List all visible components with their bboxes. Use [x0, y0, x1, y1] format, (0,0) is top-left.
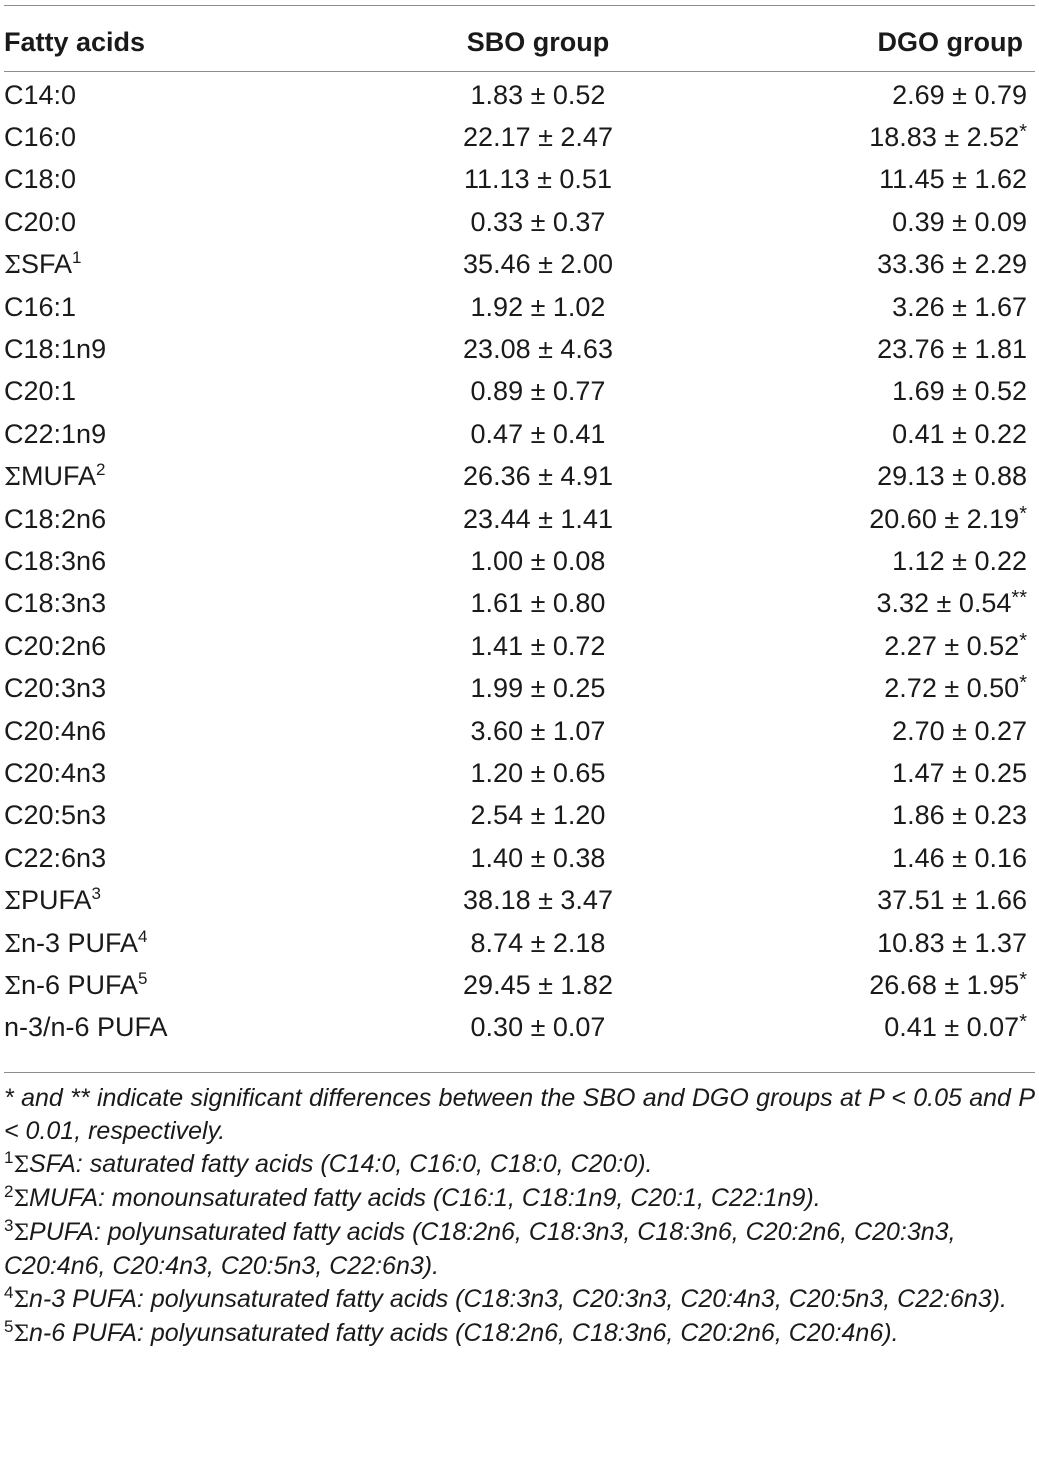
- significance-marker: **: [1011, 587, 1027, 610]
- fatty-acid-name: C20:1: [4, 376, 77, 407]
- table-row: [4, 540, 1035, 582]
- dgo-value-cell: [714, 752, 1035, 794]
- fatty-acid-name: n-3/n-6 PUFA: [4, 1012, 168, 1043]
- sbo-value: 3.60 ± 1.07: [470, 715, 606, 746]
- fatty-acid-name-cell: [4, 413, 324, 455]
- dgo-value: 1.86 ± 0.23: [892, 800, 1027, 831]
- sbo-value: 2.54 ± 1.20: [470, 800, 606, 831]
- sbo-value: 1.99 ± 0.25: [470, 673, 606, 704]
- footnote-marker: 5: [138, 968, 148, 988]
- fatty-acid-name-cell: [4, 68, 324, 116]
- fatty-acid-name-cell: [4, 371, 324, 413]
- dgo-value: 11.45 ± 1.62: [879, 164, 1027, 195]
- table-row: [4, 159, 1035, 201]
- dgo-value: 1.47 ± 0.25: [892, 757, 1027, 788]
- table-row: [4, 68, 1035, 116]
- table-row: [4, 286, 1035, 328]
- fatty-acid-name: C20:4n6: [4, 715, 107, 746]
- fatty-acid-name: C20:5n3: [4, 800, 107, 831]
- table-body: [4, 68, 1035, 1049]
- dgo-value-cell: [714, 583, 1035, 625]
- fatty-acid-name-cell: [4, 456, 324, 498]
- fatty-acid-name-cell: [4, 286, 324, 328]
- sbo-value: 0.33 ± 0.37: [470, 206, 606, 237]
- sbo-value: 26.36 ± 4.91: [463, 461, 613, 492]
- fatty-acid-name-cell: [4, 667, 324, 709]
- fatty-acid-name-cell: [4, 328, 324, 370]
- fatty-acid-name-cell: [4, 710, 324, 752]
- fatty-acid-name: C22:1n9: [4, 418, 107, 449]
- fatty-acid-name: C18:0: [4, 164, 77, 195]
- sbo-value: 11.13 ± 0.51: [464, 164, 612, 195]
- dgo-value: 2.27 ± 0.52: [884, 630, 1020, 661]
- sbo-value: 1.83 ± 0.52: [470, 79, 606, 110]
- table-row: [4, 116, 1035, 158]
- table-row: [4, 244, 1035, 286]
- sbo-value: 0.47 ± 0.41: [470, 418, 606, 449]
- dgo-value-cell: [714, 540, 1035, 582]
- sbo-value: 1.00 ± 0.08: [470, 545, 606, 576]
- table-row: [4, 795, 1035, 837]
- dgo-value: 3.32 ± 0.54: [876, 588, 1012, 619]
- table-row: [4, 413, 1035, 455]
- dgo-value-cell: [714, 159, 1035, 201]
- dgo-value-cell: [714, 625, 1035, 667]
- dgo-value-cell: [714, 710, 1035, 752]
- header-sbo-group: SBO group: [466, 26, 610, 57]
- dgo-value: 29.13 ± 0.88: [877, 461, 1027, 492]
- fatty-acid-name: C18:1n9: [4, 334, 107, 365]
- footnote-marker: 1: [72, 248, 82, 268]
- sbo-value: 8.74 ± 2.18: [470, 927, 606, 958]
- fatty-acid-name: C20:0: [4, 206, 77, 237]
- dgo-value: 1.46 ± 0.16: [892, 842, 1027, 873]
- dgo-value-cell: [714, 286, 1035, 328]
- footnote-5: $^5$Σn-6 PUFA: polyunsaturated fatty acids (C18:2n6, C18:3n6, C20:2n6, C20:4n6).: [4, 1317, 899, 1347]
- fatty-acid-name: C18:3n3: [4, 588, 107, 619]
- fatty-acid-name: C16:1: [4, 291, 77, 322]
- dgo-value-cell: [714, 837, 1035, 879]
- dgo-value: 37.51 ± 1.66: [877, 885, 1027, 916]
- footnote-4: $^4$Σn-3 PUFA: polyunsaturated fatty acids (C18:3n3, C20:3n3, C20:4n3, C20:5n3, C22:6n3).: [4, 1283, 1007, 1313]
- dgo-value-cell: [714, 922, 1035, 964]
- sbo-value: 35.46 ± 2.00: [463, 249, 613, 280]
- fatty-acid-name-cell: [4, 201, 324, 243]
- dgo-value-cell: [714, 201, 1035, 243]
- sigma-symbol: Σ: [4, 971, 21, 1000]
- header-dgo-group: DGO group: [877, 26, 1023, 57]
- footnote-significance: * and ** indicate significant differences between the SBO and DGO groups at P < 0.05 and P < 0.01, respectively.: [4, 1084, 1035, 1145]
- sbo-value: 23.44 ± 1.41: [463, 503, 613, 534]
- table-row: [4, 371, 1035, 413]
- dgo-value-cell: [714, 328, 1035, 370]
- fatty-acid-name-cell: [4, 922, 324, 964]
- bottom-rule: [4, 1072, 1035, 1073]
- dgo-value-cell: [714, 413, 1035, 455]
- sigma-symbol: Σ: [4, 463, 21, 492]
- significance-marker: *: [1019, 968, 1027, 991]
- dgo-value: 10.83 ± 1.37: [877, 927, 1027, 958]
- fatty-acid-name: SFA: [20, 249, 72, 280]
- fatty-acid-name: C18:2n6: [4, 503, 107, 534]
- top-rule: [4, 5, 1035, 6]
- sbo-value: 38.18 ± 3.47: [463, 885, 613, 916]
- table-row: [4, 710, 1035, 752]
- sbo-value: 1.92 ± 1.02: [470, 291, 606, 322]
- fatty-acid-name-cell: [4, 583, 324, 625]
- fatty-acid-name-cell: [4, 964, 324, 1006]
- sbo-value: 29.45 ± 1.82: [463, 969, 613, 1000]
- dgo-value-cell: [714, 498, 1035, 540]
- sigma-symbol: Σ: [4, 251, 21, 280]
- fatty-acid-name: C22:6n3: [4, 842, 107, 873]
- fatty-acid-name-cell: [4, 625, 324, 667]
- footnote-marker: 4: [138, 926, 148, 946]
- table-row: [4, 1007, 1035, 1049]
- dgo-value-cell: [714, 964, 1035, 1006]
- dgo-value: 1.12 ± 0.22: [892, 545, 1027, 576]
- dgo-value: 1.69 ± 0.52: [892, 376, 1027, 407]
- significance-marker: *: [1019, 1011, 1027, 1034]
- fatty-acid-name-cell: [4, 752, 324, 794]
- table-row: [4, 456, 1035, 498]
- table-row: [4, 964, 1035, 1006]
- table-row: [4, 201, 1035, 243]
- footnote-3-continued: C20:4n6, C20:4n3, C20:5n3, C22:6n3).: [4, 1252, 440, 1280]
- fatty-acid-name-cell: [4, 159, 324, 201]
- fatty-acid-name: n-6 PUFA: [20, 969, 139, 1000]
- header-fatty-acids: Fatty acids: [4, 26, 146, 57]
- dgo-value-cell: [714, 879, 1035, 921]
- table-row: [4, 879, 1035, 921]
- dgo-value: 2.72 ± 0.50: [884, 673, 1020, 704]
- table-row: [4, 667, 1035, 709]
- dgo-value: 18.83 ± 2.52: [869, 122, 1020, 153]
- dgo-value: 23.76 ± 1.81: [877, 334, 1027, 365]
- fatty-acid-name: C20:3n3: [4, 673, 107, 704]
- dgo-value-cell: [714, 667, 1035, 709]
- sigma-symbol: Σ: [4, 887, 21, 916]
- fatty-acid-name-cell: [4, 837, 324, 879]
- fatty-acid-name: C14:0: [4, 79, 77, 110]
- dgo-value-cell: [714, 244, 1035, 286]
- fatty-acid-name-cell: [4, 540, 324, 582]
- sbo-value: 1.40 ± 0.38: [470, 842, 606, 873]
- fatty-acid-name: C20:2n6: [4, 630, 107, 661]
- table-row: [4, 583, 1035, 625]
- sbo-value: 1.61 ± 0.80: [470, 588, 606, 619]
- footnote-1: $^1$ΣSFA: saturated fatty acids (C14:0, C16:0, C18:0, C20:0).: [4, 1148, 653, 1178]
- table-row: [4, 922, 1035, 964]
- fatty-acids-table: [4, 16, 1035, 1049]
- fatty-acid-name: C16:0: [4, 122, 77, 153]
- fatty-acid-name-cell: [4, 795, 324, 837]
- dgo-value: 2.69 ± 0.79: [892, 79, 1027, 110]
- fatty-acid-name: C20:4n3: [4, 757, 107, 788]
- fatty-acid-name: MUFA: [20, 461, 96, 492]
- table-row: [4, 625, 1035, 667]
- fatty-acid-name: n-3 PUFA: [20, 927, 139, 958]
- dgo-value: 0.39 ± 0.09: [892, 206, 1027, 237]
- footnote-2: $^2$ΣMUFA: monounsaturated fatty acids (C16:1, C18:1n9, C20:1, C22:1n9).: [4, 1182, 821, 1212]
- fatty-acid-name: PUFA: [20, 885, 92, 916]
- sbo-value: 22.17 ± 2.47: [463, 122, 613, 153]
- sbo-value: 1.20 ± 0.65: [470, 757, 606, 788]
- footnote-marker: 2: [95, 460, 106, 480]
- dgo-value: 0.41 ± 0.07: [884, 1012, 1020, 1043]
- dgo-value-cell: [714, 795, 1035, 837]
- significance-marker: *: [1019, 121, 1027, 144]
- table-row: [4, 328, 1035, 370]
- dgo-value: 2.70 ± 0.27: [892, 715, 1027, 746]
- table-row: [4, 498, 1035, 540]
- dgo-value-cell: [714, 456, 1035, 498]
- fatty-acid-name-cell: [4, 116, 324, 158]
- significance-marker: *: [1019, 502, 1027, 525]
- fatty-acid-name: C18:3n6: [4, 545, 107, 576]
- table-row: [4, 837, 1035, 879]
- fatty-acid-name-cell: [4, 244, 324, 286]
- fatty-acid-name-cell: [4, 498, 324, 540]
- dgo-value: 0.41 ± 0.22: [892, 418, 1027, 449]
- dgo-value: 26.68 ± 1.95: [869, 969, 1020, 1000]
- fatty-acid-name-cell: [4, 1007, 324, 1049]
- fatty-acid-name-cell: [4, 879, 324, 921]
- dgo-value-cell: [714, 68, 1035, 116]
- significance-marker: *: [1019, 672, 1027, 695]
- significance-marker: *: [1019, 629, 1027, 652]
- header-row: [4, 16, 1035, 68]
- sbo-value: 0.89 ± 0.77: [470, 376, 606, 407]
- sbo-value: 23.08 ± 4.63: [463, 334, 613, 365]
- table-footnotes: [4, 1082, 1035, 1351]
- dgo-value-cell: [714, 371, 1035, 413]
- dgo-value: 20.60 ± 2.19: [869, 503, 1020, 534]
- footnote-marker: 3: [91, 884, 101, 904]
- dgo-value: 33.36 ± 2.29: [877, 249, 1027, 280]
- footnote-3: $^3$ΣPUFA: polyunsaturated fatty acids (C18:2n6, C18:3n3, C18:3n6, C20:2n6, C20:3n3,: [4, 1216, 956, 1246]
- dgo-value-cell: [714, 1007, 1035, 1049]
- dgo-value-cell: [714, 116, 1035, 158]
- sigma-symbol: Σ: [4, 929, 21, 958]
- sbo-value: 0.30 ± 0.07: [470, 1012, 606, 1043]
- dgo-value: 3.26 ± 1.67: [892, 291, 1027, 322]
- sbo-value: 1.41 ± 0.72: [470, 630, 606, 661]
- table-row: [4, 752, 1035, 794]
